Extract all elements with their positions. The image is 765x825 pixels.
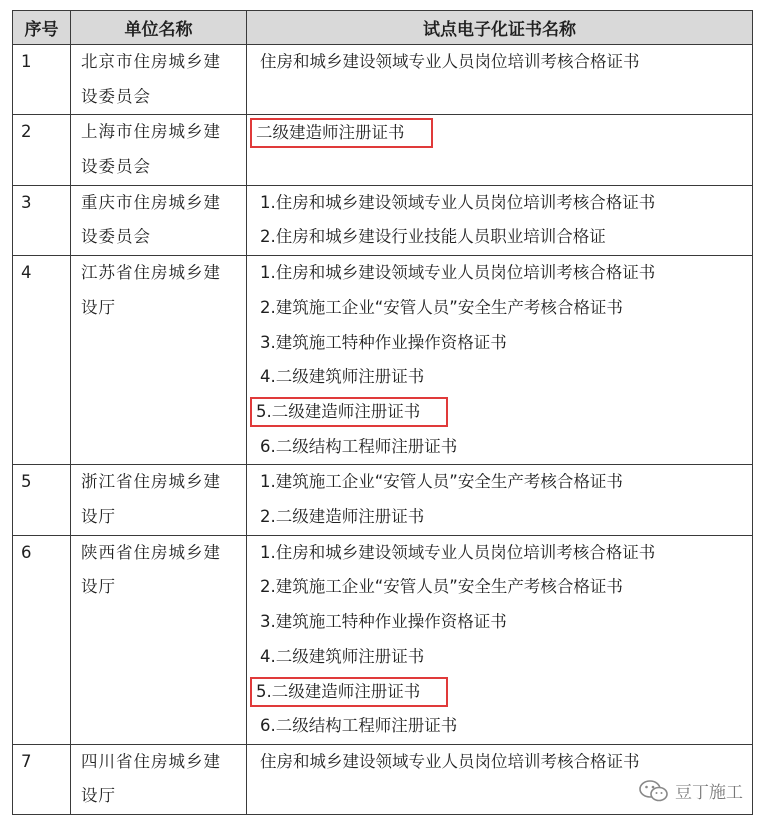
certificate-list: [247, 185, 753, 255]
certificate-item: [260, 186, 752, 221]
certificate-item: [260, 536, 752, 571]
certificate-item: [260, 291, 752, 326]
certificate-item: [260, 500, 752, 535]
certificate-list: [247, 45, 753, 115]
unit-name-line: 浙江省住房城乡建: [81, 472, 221, 492]
certificate-text: 住房和城乡建设领域专业人员岗位培训考核合格证书: [260, 751, 640, 771]
row-number: 3: [13, 185, 71, 255]
certificate-item: [256, 674, 752, 709]
certificate-text: 4.二级建筑师注册证书: [260, 646, 425, 666]
unit-name: [71, 185, 247, 255]
certificate-item: [260, 605, 752, 640]
certificate-text: 2.建筑施工企业“安管人员”安全生产考核合格证书: [260, 577, 623, 597]
row-number: 5: [13, 465, 71, 535]
table-body: [13, 45, 753, 815]
unit-name-line: 重庆市住房城乡建: [81, 192, 221, 212]
certificate-text: 住房和城乡建设领域专业人员岗位培训考核合格证书: [260, 52, 640, 71]
certificate-item: [260, 430, 752, 465]
certificate-text: 1.住房和城乡建设领域专业人员岗位培训考核合格证书: [260, 542, 656, 562]
unit-name: [71, 535, 247, 744]
certificate-text: 4.二级建筑师注册证书: [260, 367, 425, 387]
wechat-icon: [639, 780, 669, 802]
table-row: [13, 185, 753, 255]
certificate-item: [260, 360, 752, 395]
highlighted-certificate: 5.二级建造师注册证书: [252, 679, 446, 705]
unit-name: [71, 256, 247, 465]
unit-name-line: 江苏省住房城乡建: [81, 263, 221, 283]
row-number: 6: [13, 535, 71, 744]
unit-name-line: 设厅: [81, 297, 116, 317]
watermark-text: 豆丁施工: [675, 783, 743, 803]
unit-name-line: 上海市住房城乡建: [81, 122, 221, 142]
unit-name-line: 设厅: [81, 506, 116, 526]
table-row: [13, 115, 753, 185]
certificate-text: 1.住房和城乡建设领域专业人员岗位培训考核合格证书: [260, 192, 656, 212]
certificate-list: [247, 465, 753, 535]
unit-name-line: 设委员会: [81, 227, 151, 247]
certificate-text: 6.二级结构工程师注册证书: [260, 436, 458, 456]
unit-name: [71, 465, 247, 535]
certificate-item: [260, 745, 752, 780]
table-row: [13, 256, 753, 465]
header-cert: 试点电子化证书名称: [247, 11, 753, 45]
certificate-item: [260, 220, 752, 255]
unit-name: [71, 744, 247, 814]
certificate-list: [247, 115, 753, 185]
table-row: [13, 535, 753, 744]
unit-name: [71, 115, 247, 185]
highlighted-certificate: 二级建造师注册证书: [252, 120, 431, 146]
row-number: 2: [13, 115, 71, 185]
watermark: [639, 778, 743, 803]
unit-name-line: 设厅: [81, 786, 116, 806]
unit-name: [71, 45, 247, 115]
certificate-item: [260, 326, 752, 361]
certificate-item: [256, 395, 752, 430]
certificate-text: 2.建筑施工企业“安管人员”安全生产考核合格证书: [260, 297, 623, 317]
certificate-item: [256, 115, 752, 150]
header-unit: 单位名称: [71, 11, 247, 45]
certificate-text: 6.二级结构工程师注册证书: [260, 716, 458, 736]
unit-name-line: 设厅: [81, 577, 116, 597]
table-header-row: [13, 11, 753, 45]
certificate-item: [260, 570, 752, 605]
certificate-item: [260, 45, 752, 80]
certificate-item: [260, 465, 752, 500]
certificate-item: [260, 256, 752, 291]
header-seq: 序号: [13, 11, 71, 45]
certificate-table: [12, 10, 753, 815]
row-number: 4: [13, 256, 71, 465]
certificate-text: 2.住房和城乡建设行业技能人员职业培训合格证: [260, 227, 606, 247]
unit-name-line: 设委员会: [81, 86, 151, 106]
unit-name-line: 陕西省住房城乡建: [81, 542, 221, 562]
certificate-text: 1.建筑施工企业“安管人员”安全生产考核合格证书: [260, 472, 623, 492]
certificate-list: [247, 256, 753, 465]
table-row: [13, 45, 753, 115]
unit-name-line: 四川省住房城乡建: [81, 751, 221, 771]
unit-name-line: 设委员会: [81, 157, 151, 177]
certificate-text: 1.住房和城乡建设领域专业人员岗位培训考核合格证书: [260, 263, 656, 283]
certificate-item: [260, 640, 752, 675]
certificate-item: [260, 709, 752, 744]
row-number: 7: [13, 744, 71, 814]
highlighted-certificate: 5.二级建造师注册证书: [252, 399, 446, 425]
certificate-text: 2.二级建造师注册证书: [260, 506, 425, 526]
row-number: 1: [13, 45, 71, 115]
certificate-list: [247, 535, 753, 744]
certificate-text: 3.建筑施工特种作业操作资格证书: [260, 612, 507, 631]
unit-name-line: 北京市住房城乡建: [81, 52, 221, 71]
table-row: [13, 465, 753, 535]
certificate-text: 3.建筑施工特种作业操作资格证书: [260, 332, 507, 352]
